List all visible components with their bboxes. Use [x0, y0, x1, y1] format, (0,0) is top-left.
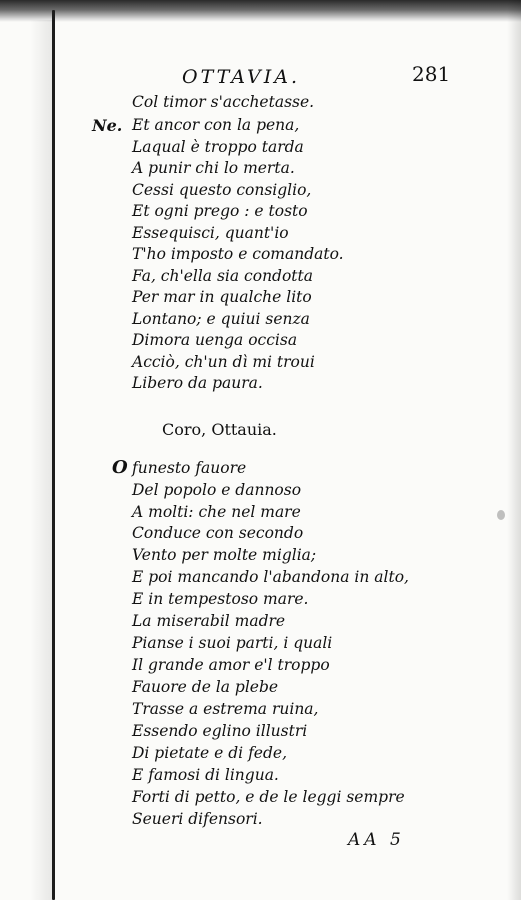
page-number: 281 [412, 62, 451, 86]
verse-line: E in tempestoso mare. [132, 590, 309, 608]
verse-line: Per mar in qualche lito [132, 288, 312, 306]
running-title: OTTAVIA. [182, 66, 300, 88]
verse-line: Essendo eglino illustri [132, 722, 308, 740]
verse-line: Et ancor con la pena, [132, 116, 300, 134]
verse-line: Laqual è troppo tarda [132, 138, 304, 156]
verse-line: funesto fauore [132, 459, 247, 477]
verse-line: Lontano; e quiui senza [132, 310, 310, 328]
verse-line: Libero da paura. [132, 374, 263, 392]
verse-line: E famosi di lingua. [132, 766, 279, 784]
verse-line: Cessi questo consiglio, [132, 181, 312, 199]
verse-line: Fa, ch'ella sia condotta [132, 267, 314, 285]
verse-line: Forti di petto, e de le leggi sempre [132, 788, 405, 806]
verse-line: A molti: che nel mare [132, 503, 301, 521]
verse-line: T'ho imposto e comandato. [132, 245, 344, 263]
verse-line: Dimora uenga occisa [132, 331, 298, 349]
verse-line: Conduce con secondo [132, 524, 304, 542]
section-heading: Coro, Ottauia. [162, 420, 277, 439]
initial-letter: O [112, 457, 128, 478]
verse-line: Il grande amor e'l troppo [132, 656, 330, 674]
verse-line: Vento per molte miglia; [132, 546, 317, 564]
catchword-signature: AA 5 [348, 830, 405, 850]
speaker-label: Ne. [92, 116, 123, 135]
verse-line: Seueri difensori. [132, 810, 263, 828]
verse-line: Acciò, ch'un dì mi troui [132, 353, 315, 371]
verse-line: A punir chi lo merta. [132, 159, 295, 177]
verse-line: Di pietate e di fede, [132, 744, 287, 762]
verse-line: Et ogni prego : e tosto [132, 202, 308, 220]
verse-line: Essequisci, quant'io [132, 224, 289, 242]
verse-line: La miserabil madre [132, 612, 286, 630]
verse-line: Del popolo e dannoso [132, 481, 302, 499]
verse-line: Col timor s'acchetasse. [132, 93, 315, 111]
verse-line: Trasse a estrema ruina, [132, 700, 319, 718]
verse-line: Pianse i suoi parti, i quali [132, 634, 333, 652]
verse-line: E poi mancando l'abandona in alto, [132, 568, 409, 586]
verse-line: Fauore de la plebe [132, 678, 279, 696]
